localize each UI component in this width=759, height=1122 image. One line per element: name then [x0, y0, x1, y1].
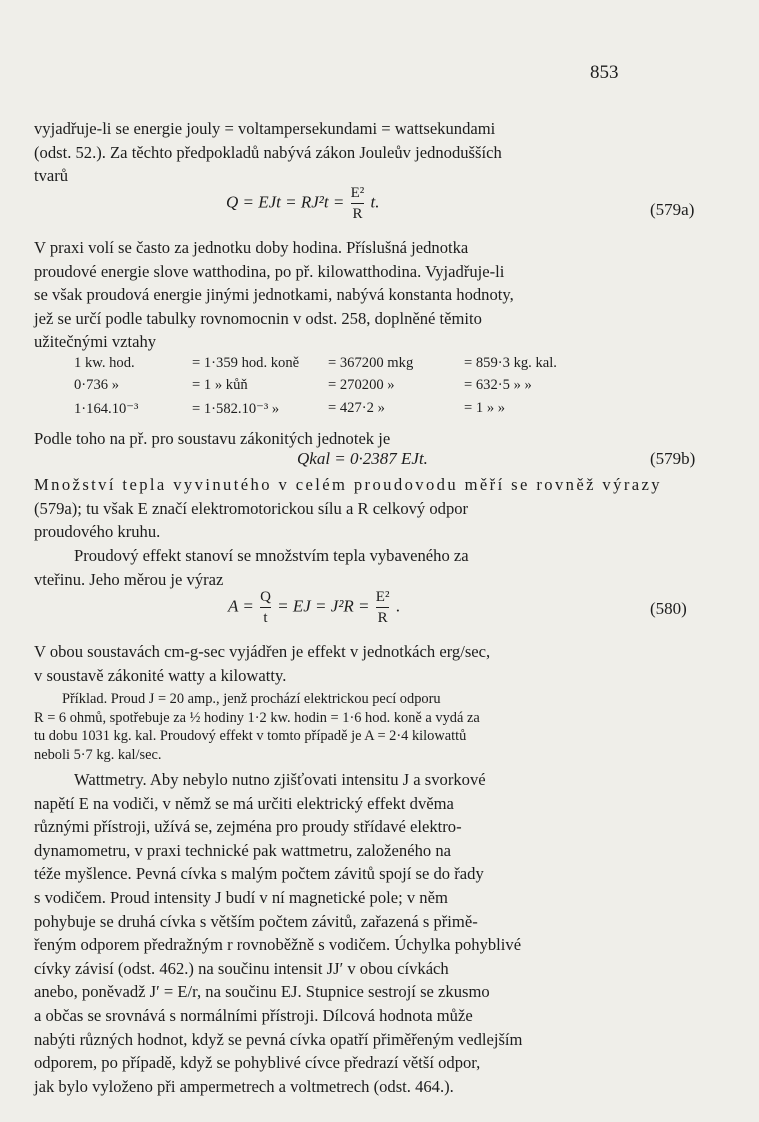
- text-line: proudového kruhu.: [34, 522, 161, 542]
- text-line: téže myšlence. Pevná cívka s malým počtem závitů spojí se do řady: [34, 864, 484, 884]
- conv-cell: = 1·582.10⁻³ »: [192, 401, 280, 417]
- fraction: [351, 184, 365, 223]
- paragraph-4: [34, 473, 724, 544]
- text-line: Wattmetry. Aby nebylo nutno zjišťovati intensitu J a svorkové: [74, 770, 486, 789]
- eq-a: A =: [228, 596, 254, 616]
- equation-580: [228, 588, 400, 627]
- fraction-numerator: E²: [375, 589, 390, 605]
- paragraph-3: [34, 427, 724, 451]
- text-line: (odst. 52.). Za těchto předpokladů nabývá zákon Jouleův jednodušších: [34, 142, 502, 162]
- text-line: cívky závisí (odst. 462.) na součinu intensit JJ′ v obou cívkách: [34, 958, 449, 978]
- conv-cell: = 1 » kůň: [192, 377, 248, 393]
- fraction: [376, 588, 390, 627]
- text-line: užitečnými vztahy: [34, 332, 157, 352]
- text-line: s vodičem. Proud intensity J budí v ní magnetické pole; v něm: [34, 887, 448, 907]
- eq-end: .: [395, 596, 400, 616]
- conv-cell: = 632·5 » »: [464, 377, 532, 393]
- text-line: různými přístroji, užívá se, zejména pro proudy střídavé elektro-: [34, 817, 462, 837]
- example-block: [34, 690, 724, 764]
- fraction-denominator: R: [377, 610, 388, 626]
- text-line: (579a); tu však E značí elektromotorickou sílu a R celkový odpor: [34, 498, 469, 518]
- eq-mid: = EJ = J²R =: [277, 596, 370, 616]
- fraction-denominator: t: [263, 610, 268, 626]
- text-line: řeným odporem předražným r rovnoběžně s vodičem. Úchylka pohyblivé: [34, 935, 522, 955]
- fraction-numerator: E²: [350, 185, 365, 201]
- text-line: vyjadřuje-li se energie joulу = voltampersekundami = wattsekundami: [34, 119, 496, 138]
- fraction-denominator: R: [352, 206, 363, 222]
- paragraph-1: [34, 117, 724, 188]
- eq-left: Q = EJt = RJ²t =: [226, 192, 345, 212]
- text-line: Množství tepla vyvinutého v celém proudovodu měří se rovněž výrazy: [34, 475, 662, 494]
- text-line: Proudový effekt stanoví se množstvím tepla vybaveného za: [74, 546, 469, 565]
- text-line: proudové energie slove watthodina, po př. kilowatthodina. Vyjadřuje-li: [34, 261, 505, 281]
- conv-cell: = 1 » »: [464, 400, 506, 416]
- equation-579a: [226, 184, 380, 223]
- text-line: jež se určí podle tabulky rovnomocnin v odst. 258, doplněné těmito: [34, 308, 482, 328]
- conv-cell: = 1·359 hod. koně: [192, 355, 300, 371]
- text-line: v soustavě zákonité watty a kilowatty.: [34, 665, 287, 685]
- text-line: vteřinu. Jeho měrou je výraz: [34, 569, 224, 589]
- page-number: 853: [590, 62, 619, 83]
- paragraph-2: [34, 236, 724, 354]
- paragraph-6: [34, 640, 724, 687]
- text-line: Příklad. Proud J = 20 amp., jenž prochází elektrickou pecí odporu: [62, 691, 441, 707]
- text-line: nabýti různých hodnot, když se pevná cívka opatří přiměřeným vedlejším: [34, 1029, 523, 1049]
- eq-right: t.: [370, 192, 380, 212]
- conv-cell: = 859·3 kg. kal.: [464, 355, 557, 371]
- text-line: tvarů: [34, 166, 69, 186]
- eq-text: Qkal = 0·2387 EJt.: [297, 449, 428, 468]
- equation-label-579b: (579b): [650, 449, 696, 468]
- text-line: V praxi volí se často za jednotku doby hodina. Příslušná jednotka: [34, 238, 469, 257]
- text-line: tu dobu 1031 kg. kal. Proudový effekt v tomto případě je A = 2·4 kilowattů: [34, 728, 467, 745]
- text-line: napětí E na vodiči, v němž se má určiti elektrický effekt dvěma: [34, 793, 454, 813]
- paragraph-7: [34, 768, 724, 1098]
- equation-label-580: (580): [650, 599, 687, 618]
- text-line: jak bylo vyloženo při ampermetrech a voltmetrech (odst. 464.).: [34, 1076, 454, 1096]
- text-line: R = 6 ohmů, spotřebuje za ½ hodiny 1·2 kw. hodin = 1·6 hod. koně a vydá za: [34, 709, 480, 726]
- text-line: a občas se srovnává s normálními přístroji. Dílcová hodnota může: [34, 1005, 473, 1025]
- text-line: anebo, poněvadž J′ = E/r, na součinu EJ. Stupnice sestrojí se zkusmo: [34, 982, 490, 1002]
- text-line: neboli 5·7 kg. kal/sec.: [34, 746, 162, 763]
- conv-cell: = 270200 »: [328, 377, 395, 393]
- conv-cell: = 367200 mkg: [328, 355, 414, 371]
- paragraph-5: [34, 544, 724, 591]
- fraction: [260, 588, 271, 627]
- equation-579b: [297, 449, 428, 469]
- conv-cell: 0·736 »: [74, 377, 119, 393]
- text-line: odporem, po případě, když se pohyblivé cívce předrazí větší odpor,: [34, 1053, 481, 1073]
- conv-cell: 1 kw. hod.: [74, 355, 135, 371]
- text-line: Podle toho na př. pro soustavu zákonitých jednotek je: [34, 429, 391, 448]
- text-line: pohybuje se druhá cívka s větším počtem závitů, zařazená s přimě-: [34, 911, 478, 931]
- text-line: dynamometru, v praxi technické pak wattmetru, založeného na: [34, 840, 451, 860]
- conv-cell: 1·164.10⁻³: [74, 401, 139, 417]
- equation-label-579a: (579a): [650, 200, 695, 219]
- fraction-numerator: Q: [260, 589, 271, 605]
- text-line: V obou soustavách cm-g-sec vyjádřen je effekt v jednotkách erg/sec,: [34, 642, 491, 661]
- text-line: se však proudová energie jinými jednotkami, nabývá konstanta hodnoty,: [34, 285, 514, 305]
- conv-cell: = 427·2 »: [328, 400, 385, 416]
